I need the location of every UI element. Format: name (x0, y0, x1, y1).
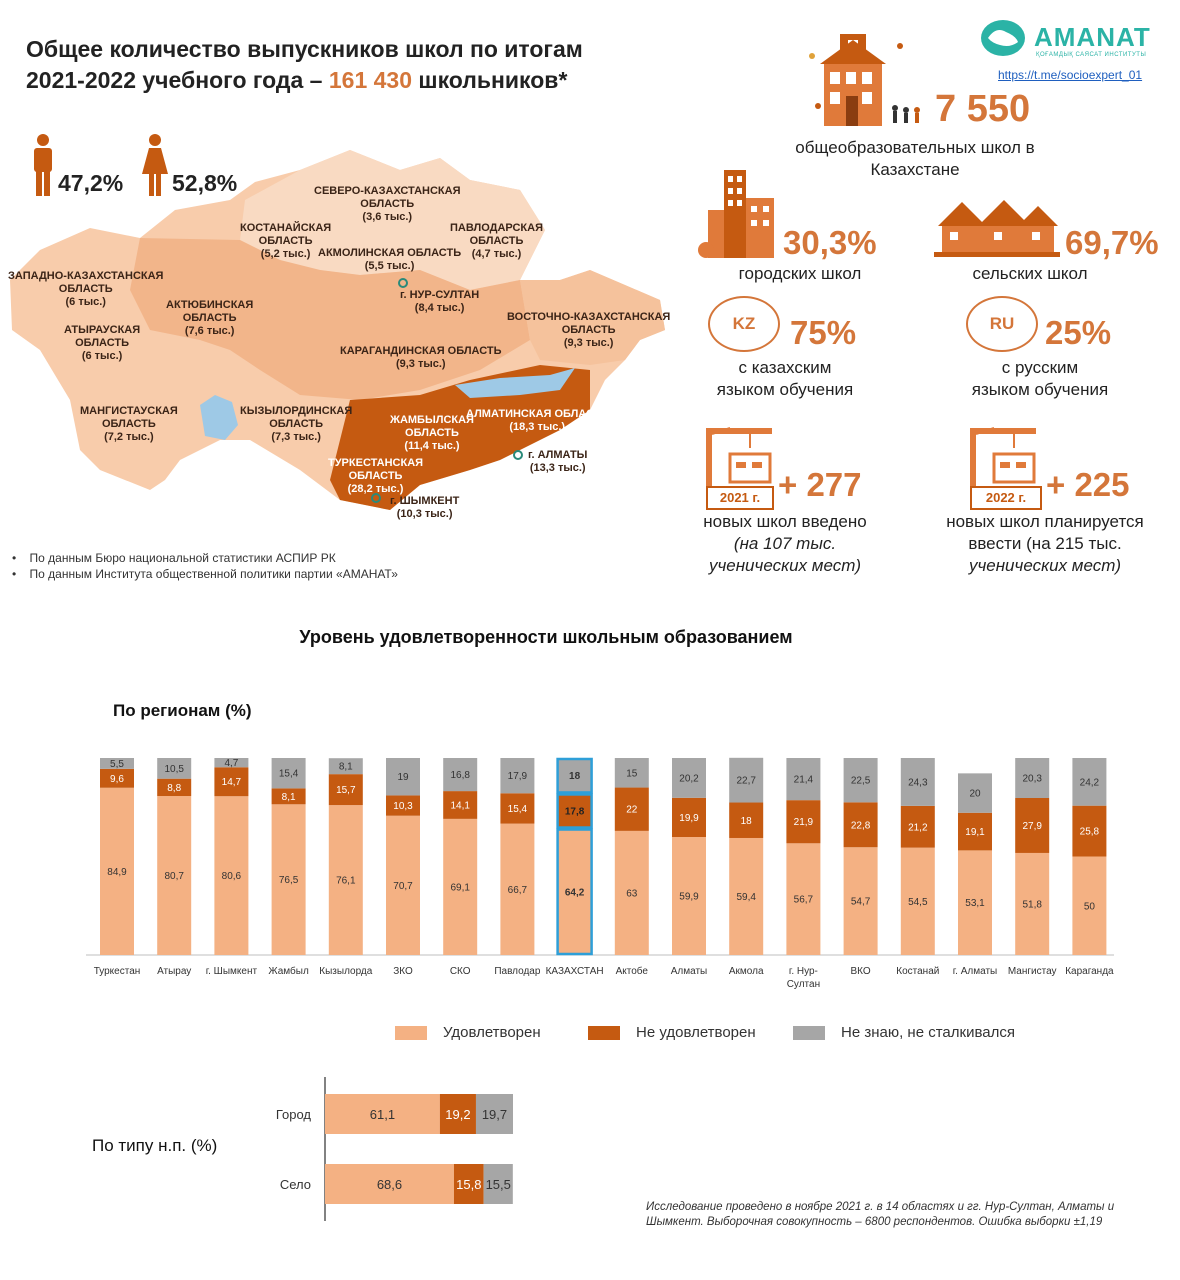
data-label-satisfied-17: 50 (1083, 901, 1095, 913)
methodology-note: Исследование проведено в ноябре 2021 г. в 14 областях и гг. Нур-Султан, Алматы и Шымкент. Выборочная совокупность – 6800 респондентов. Ошибка выборки ±1,19 (646, 1201, 1115, 1228)
settlement-type-stacked-bar-chart (250, 1075, 550, 1225)
urban-caption: городских школ (738, 264, 862, 283)
x-tick-label-12-b: Султан (786, 979, 821, 990)
city-buildings-icon (698, 162, 778, 260)
data-label-dont-know-17: 24,2 (1079, 777, 1100, 789)
data-label-dont-know-14: 24,3 (908, 777, 928, 789)
year-2022-badge: 2022 г. (970, 486, 1042, 510)
data-label-dont-know-15: 20 (969, 788, 981, 800)
legend-dont-know: Не знаю, не сталкивался (793, 1024, 1015, 1041)
almaty-marker (514, 451, 522, 459)
x-tick-label-5: ЗКО (393, 966, 413, 977)
data-label-satisfied-2: 80,6 (221, 871, 242, 883)
kz-caption: с казахским языком обучения (716, 358, 854, 399)
data-label-satisfied-16: 51,8 (1022, 899, 1042, 911)
data-label-not-satisfied-2: 14,7 (221, 777, 242, 789)
legend-swatch-not-satisfied (588, 1026, 620, 1040)
hbar-label-satisfied-1: 68,6 (376, 1177, 403, 1192)
data-label-satisfied-12: 56,7 (793, 894, 814, 906)
data-label-not-satisfied-17: 25,8 (1079, 826, 1100, 838)
x-tick-label-13: ВКО (850, 966, 871, 977)
map-label-sko: СЕВЕРО-КАЗАХСТАНСКАЯ ОБЛАСТЬ (3,6 тыс.) (314, 185, 461, 223)
ru-caption: с русским языком обучения (971, 358, 1109, 399)
construction-crane-2021-icon (700, 422, 776, 488)
map-label-kyzylorda: КЫЗЫЛОРДИНСКАЯ ОБЛАСТЬ (7,3 тыс.) (240, 405, 353, 443)
y-tick-label-1: Село (279, 1177, 311, 1192)
school-building-icon (800, 16, 930, 132)
data-label-dont-know-2: 4,7 (224, 758, 239, 770)
rural-houses-icon (932, 196, 1062, 260)
data-label-not-satisfied-12: 21,9 (793, 817, 814, 829)
data-label-not-satisfied-3: 8,1 (281, 791, 296, 803)
map-label-aktobe: АКТЮБИНСКАЯ ОБЛАСТЬ (7,6 тыс.) (166, 299, 254, 337)
x-tick-label-11: Акмола (728, 966, 764, 977)
page-title (26, 34, 686, 96)
kz-percent: 75% (790, 314, 857, 351)
data-label-not-satisfied-7: 15,4 (507, 803, 528, 815)
map-label-atyrau: АТЫРАУСКАЯ ОБЛАСТЬ (6 тыс.) (64, 324, 141, 362)
hbar-label-dont-know-0: 19,7 (481, 1107, 508, 1122)
map-label-pavlodar: ПАВЛОДАРСКАЯ ОБЛАСТЬ (4,7 тыс.) (450, 222, 544, 260)
data-label-satisfied-4: 76,1 (336, 875, 356, 887)
map-label-vko: ВОСТОЧНО-КАЗАХСТАНСКАЯ ОБЛАСТЬ (9,3 тыс.) (507, 311, 671, 349)
data-label-dont-know-9: 15 (626, 768, 638, 780)
data-label-dont-know-4: 8,1 (338, 761, 353, 773)
x-tick-label-12: г. Нур- (788, 966, 818, 977)
data-label-satisfied-15: 53,1 (965, 898, 985, 910)
data-label-dont-know-13: 22,5 (850, 775, 871, 787)
telegram-link[interactable]: https://t.me/socioexpert_01 (998, 68, 1143, 82)
hbar-label-not-satisfied-1: 15,8 (456, 1177, 482, 1192)
data-label-not-satisfied-15: 19,1 (965, 827, 985, 839)
data-label-dont-know-5: 19 (397, 772, 409, 784)
hbar-label-not-satisfied-0: 19,2 (445, 1107, 471, 1122)
x-tick-label-3: Жамбыл (268, 966, 309, 977)
construction-crane-2022-icon (964, 422, 1040, 488)
map-label-zko: ЗАПАДНО-КАЗАХСТАНСКАЯ ОБЛАСТЬ (6 тыс.) (8, 270, 164, 308)
legend-satisfied: Удовлетворен (395, 1024, 541, 1041)
data-label-satisfied-10: 59,9 (679, 891, 699, 903)
ru-badge: RU (966, 296, 1038, 352)
map-label-zhambyl: ЖАМБЫЛСКАЯ ОБЛАСТЬ (11,4 тыс.) (390, 414, 474, 452)
regions-stacked-bar-chart (80, 745, 1130, 1005)
source-1: • По данным Бюро национальной статистики АСПИР РК (12, 551, 336, 565)
data-label-not-satisfied-13: 22,8 (850, 820, 871, 832)
map-label-almaty-region: АЛМАТИНСКАЯ ОБЛАСТЬ (18,3 тыс.) (466, 408, 609, 433)
rural-caption: сельских школ (972, 264, 1088, 283)
new-schools-2022: + 225 (1046, 466, 1130, 503)
rural-percent: 69,7% (1065, 224, 1159, 261)
brand-tagline: ҚОҒАМДЫҚ САЯСАТ ИНСТИТУТЫ (1036, 52, 1147, 58)
female-percent: 52,8% (172, 170, 238, 196)
map-label-nur-sultan: г. НУР-СУЛТАН (8,4 тыс.) (400, 289, 480, 314)
data-label-not-satisfied-8: 17,8 (564, 806, 585, 818)
amanat-logo-icon (980, 18, 1026, 58)
data-label-not-satisfied-5: 10,3 (393, 801, 413, 813)
x-tick-label-6: СКО (449, 966, 471, 977)
data-label-dont-know-11: 22,7 (736, 775, 756, 787)
kz-badge: KZ (708, 296, 780, 352)
map-label-shymkent: г. ШЫМКЕНТ (10,3 тыс.) (390, 495, 460, 520)
data-label-dont-know-0: 5,5 (110, 758, 124, 770)
satisfaction-title: Уровень удовлетворенности школьным образованием (299, 627, 793, 647)
x-tick-label-0: Туркестан (93, 966, 141, 977)
data-label-satisfied-13: 54,7 (850, 896, 871, 908)
new-schools-2021: + 277 (778, 466, 862, 503)
data-label-not-satisfied-11: 18 (740, 815, 752, 827)
data-label-not-satisfied-10: 19,9 (679, 812, 699, 824)
title-prefix: 2021-2022 учебного года – (26, 67, 329, 93)
data-label-dont-know-16: 20,3 (1022, 773, 1042, 785)
x-tick-label-1: Атырау (157, 966, 192, 977)
data-label-satisfied-5: 70,7 (393, 880, 413, 892)
hbar-label-dont-know-1: 15,5 (485, 1177, 511, 1192)
map-label-karaganda: КАРАГАНДИНСКАЯ ОБЛАСТЬ (9,3 тыс.) (340, 345, 502, 370)
data-label-satisfied-11: 59,4 (736, 891, 756, 903)
data-label-not-satisfied-0: 9,6 (110, 773, 124, 785)
data-label-dont-know-3: 15,4 (278, 768, 299, 780)
graduates-total: 161 430 (328, 67, 413, 93)
schools-caption: общеобразовательных школ в Казахстане (795, 138, 1035, 179)
data-label-not-satisfied-14: 21,2 (908, 822, 928, 834)
male-percent: 47,2% (58, 170, 124, 196)
legend-swatch-dont-know (793, 1026, 825, 1040)
year-2021-badge: 2021 г. (706, 486, 774, 510)
x-tick-label-17: Караганда (1065, 966, 1114, 977)
title-suffix: школьников* (412, 67, 568, 93)
data-label-not-satisfied-6: 14,1 (450, 800, 470, 812)
data-label-not-satisfied-1: 8,8 (167, 782, 182, 794)
map-label-akmola: АКМОЛИНСКАЯ ОБЛАСТЬ (5,5 тыс.) (318, 247, 462, 272)
data-label-satisfied-7: 66,7 (507, 884, 528, 896)
x-tick-label-2: г. Шымкент (205, 966, 258, 977)
type-subtitle: По типу н.п. (%) (92, 1136, 218, 1155)
map-label-kostanay: КОСТАНАЙСКАЯ ОБЛАСТЬ (5,2 тыс.) (240, 222, 332, 260)
data-label-dont-know-10: 20,2 (679, 773, 699, 785)
y-tick-label-0: Город (275, 1107, 311, 1122)
map-label-mangistau: МАНГИСТАУСКАЯ ОБЛАСТЬ (7,2 тыс.) (80, 405, 178, 443)
data-label-dont-know-6: 16,8 (450, 770, 470, 782)
data-label-satisfied-1: 80,7 (164, 871, 184, 883)
map-label-turkestan: ТУРКЕСТАНСКАЯ ОБЛАСТЬ (28,2 тыс.) (328, 457, 424, 495)
source-2: • По данным Института общественной политики партии «АМАНАТ» (12, 567, 398, 581)
data-label-not-satisfied-16: 27,9 (1022, 820, 1042, 832)
brand-name: AMANAT (1034, 22, 1151, 52)
urban-percent: 30,3% (783, 224, 877, 261)
data-label-satisfied-9: 63 (626, 888, 638, 900)
data-label-satisfied-6: 69,1 (450, 882, 470, 894)
title-line-1: Общее количество выпускников школ по итогам (26, 36, 583, 62)
data-label-dont-know-7: 17,9 (507, 771, 528, 783)
data-label-dont-know-8: 18 (569, 771, 581, 783)
data-label-not-satisfied-4: 15,7 (336, 785, 356, 797)
map-label-almaty-city: г. АЛМАТЫ (13,3 тыс.) (528, 449, 588, 474)
x-tick-label-9: Актобе (615, 966, 648, 977)
regions-subtitle: По регионам (%) (113, 701, 252, 720)
data-label-satisfied-8: 64,2 (564, 887, 585, 899)
data-label-satisfied-14: 54,5 (908, 896, 928, 908)
x-tick-label-16: Мангистау (1007, 966, 1057, 977)
x-tick-label-10: Алматы (670, 966, 708, 977)
new-schools-2022-caption: новых школ планируется ввести (на 215 тыс. ученических мест) (946, 512, 1144, 575)
x-tick-label-7: Павлодар (494, 966, 541, 977)
data-label-dont-know-12: 21,4 (793, 774, 814, 786)
new-schools-2021-caption: новых школ введено (на 107 тыс. ученических мест) (703, 512, 867, 575)
x-tick-label-8: КАЗАХСТАН (545, 966, 604, 977)
data-label-satisfied-3: 76,5 (278, 875, 299, 887)
legend-not-satisfied: Не удовлетворен (588, 1024, 756, 1041)
x-tick-label-15: г. Алматы (952, 966, 998, 977)
data-label-dont-know-1: 10,5 (164, 763, 184, 775)
hbar-label-satisfied-0: 61,1 (369, 1107, 396, 1122)
x-tick-label-14: Костанай (896, 966, 940, 977)
title-line-2 (26, 65, 686, 96)
legend-swatch-satisfied (395, 1026, 427, 1040)
data-label-satisfied-0: 84,9 (107, 866, 127, 878)
x-tick-label-4: Кызылорда (319, 966, 373, 977)
ru-percent: 25% (1045, 314, 1112, 351)
schools-total: 7 550 (935, 88, 1031, 130)
data-label-not-satisfied-9: 22 (626, 804, 638, 816)
